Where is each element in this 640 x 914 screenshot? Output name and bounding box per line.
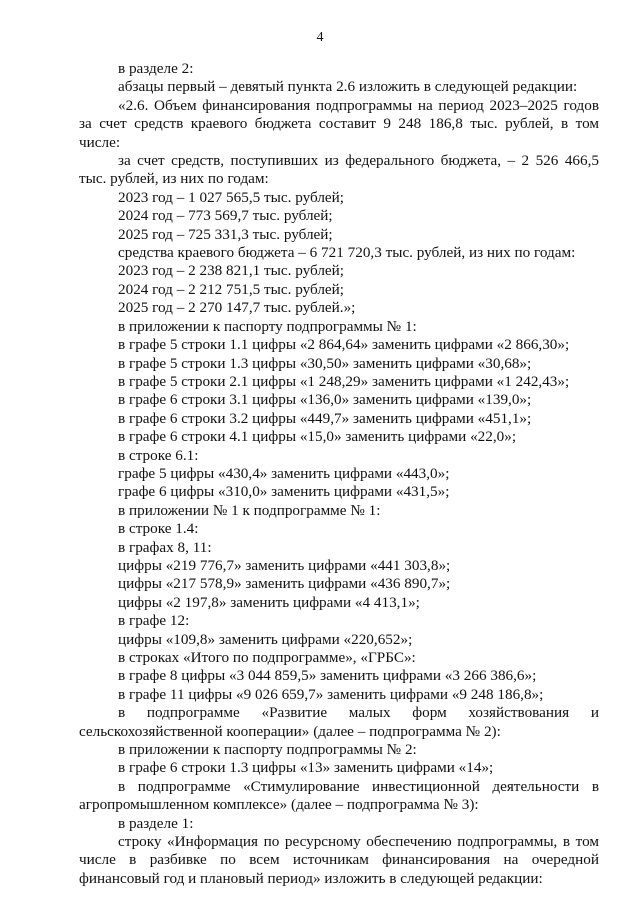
text-line: абзацы первый – девятый пункта 2.6 изложить в следующей редакции: <box>118 78 578 96</box>
text-line: в разделе 1: <box>118 814 194 832</box>
document-body <box>79 60 599 888</box>
text-line: в приложении № 1 к подпрограмме № 1: <box>118 501 381 519</box>
text-line: в графе 6 строки 4.1 цифры «15,0» заменить цифрами «22,0»; <box>118 428 517 446</box>
text-line: в приложении к паспорту подпрограммы № 2: <box>118 741 417 759</box>
text-line: средства краевого бюджета – 6 721 720,3 тыс. рублей, из них по годам: <box>118 244 576 262</box>
text-line: в графе 12: <box>118 612 190 630</box>
text-line: в графе 6 строки 3.1 цифры «136,0» заменить цифрами «139,0»; <box>118 391 532 409</box>
text-line: в графе 5 строки 2.1 цифры «1 248,29» заменить цифрами «1 242,43»; <box>118 372 570 390</box>
text-line: в графе 11 цифры «9 026 659,7» заменить цифрами «9 248 186,8»; <box>118 685 544 703</box>
text-line: 2023 год – 1 027 565,5 тыс. рублей; <box>118 188 345 206</box>
text-line: в приложении к паспорту подпрограммы № 1: <box>118 317 417 335</box>
text-line: в графе 5 строки 1.1 цифры «2 864,64» заменить цифрами «2 866,30»; <box>118 336 570 354</box>
text-line: в разделе 2: <box>118 60 194 77</box>
text-line: в графе 8 цифры «3 044 859,5» заменить цифрами «3 266 386,6»; <box>118 667 537 685</box>
text-line: в строке 1.4: <box>118 520 199 538</box>
paragraph: «2.6. Объем финансирования подпрограммы на период 2023–2025 годов за счет средств краевого бюджета составит 9 248 186,8 тыс. рублей, в том числе: <box>79 96 599 151</box>
page-number: 4 <box>316 30 324 45</box>
paragraph: в подпрограмме «Развитие малых форм хозяйствования и сельскохозяйственной кооперации» (далее – подпрограмма № 2): <box>79 704 599 740</box>
text-line: в графах 8, 11: <box>118 538 212 556</box>
text-line: в строке 6.1: <box>118 446 199 464</box>
text-line: 2024 год – 773 569,7 тыс. рублей; <box>118 207 333 225</box>
text-line: цифры «109,8» заменить цифрами «220,652»; <box>118 630 413 648</box>
text-line: 2025 год – 725 331,3 тыс. рублей; <box>118 225 333 243</box>
text-line: цифры «2 197,8» заменить цифрами «4 413,1»; <box>118 593 420 611</box>
text-line: графе 6 цифры «310,0» заменить цифрами «431,5»; <box>118 483 450 501</box>
text-line: графе 5 цифры «430,4» заменить цифрами «443,0»; <box>118 464 450 482</box>
text-line: цифры «217 578,9» заменить цифрами «436 890,7»; <box>118 575 451 593</box>
paragraph: за счет средств, поступивших из федерального бюджета, – 2 526 466,5 тыс. рублей, из них по годам: <box>79 152 599 188</box>
paragraph: строку «Информация по ресурсному обеспечению подпрограммы, в том числе в разбивке по всем источникам финансирования на очередной финансовый год и плановый период» изложить в следующей редакции: <box>79 833 599 887</box>
text-line: 2025 год – 2 270 147,7 тыс. рублей.»; <box>118 299 356 317</box>
text-line: в графе 6 строки 3.2 цифры «449,7» заменить цифрами «451,1»; <box>118 409 532 427</box>
text-line: в графе 5 строки 1.3 цифры «30,50» заменить цифрами «30,68»; <box>118 354 532 372</box>
text-line: 2023 год – 2 238 821,1 тыс. рублей; <box>118 262 345 280</box>
paragraph: в подпрограмме «Стимулирование инвестиционной деятельности в агропромышленном комплексе» (далее – подпрограмма № 3): <box>79 777 599 814</box>
text-line: в строках «Итого по подпрограмме», «ГРБС»: <box>118 649 416 666</box>
text-line: цифры «219 776,7» заменить цифрами «441 303,8»; <box>118 556 451 574</box>
text-line: в графе 6 строки 1.3 цифры «13» заменить цифрами «14»; <box>118 759 494 777</box>
text-line: 2024 год – 2 212 751,5 тыс. рублей; <box>118 280 345 298</box>
